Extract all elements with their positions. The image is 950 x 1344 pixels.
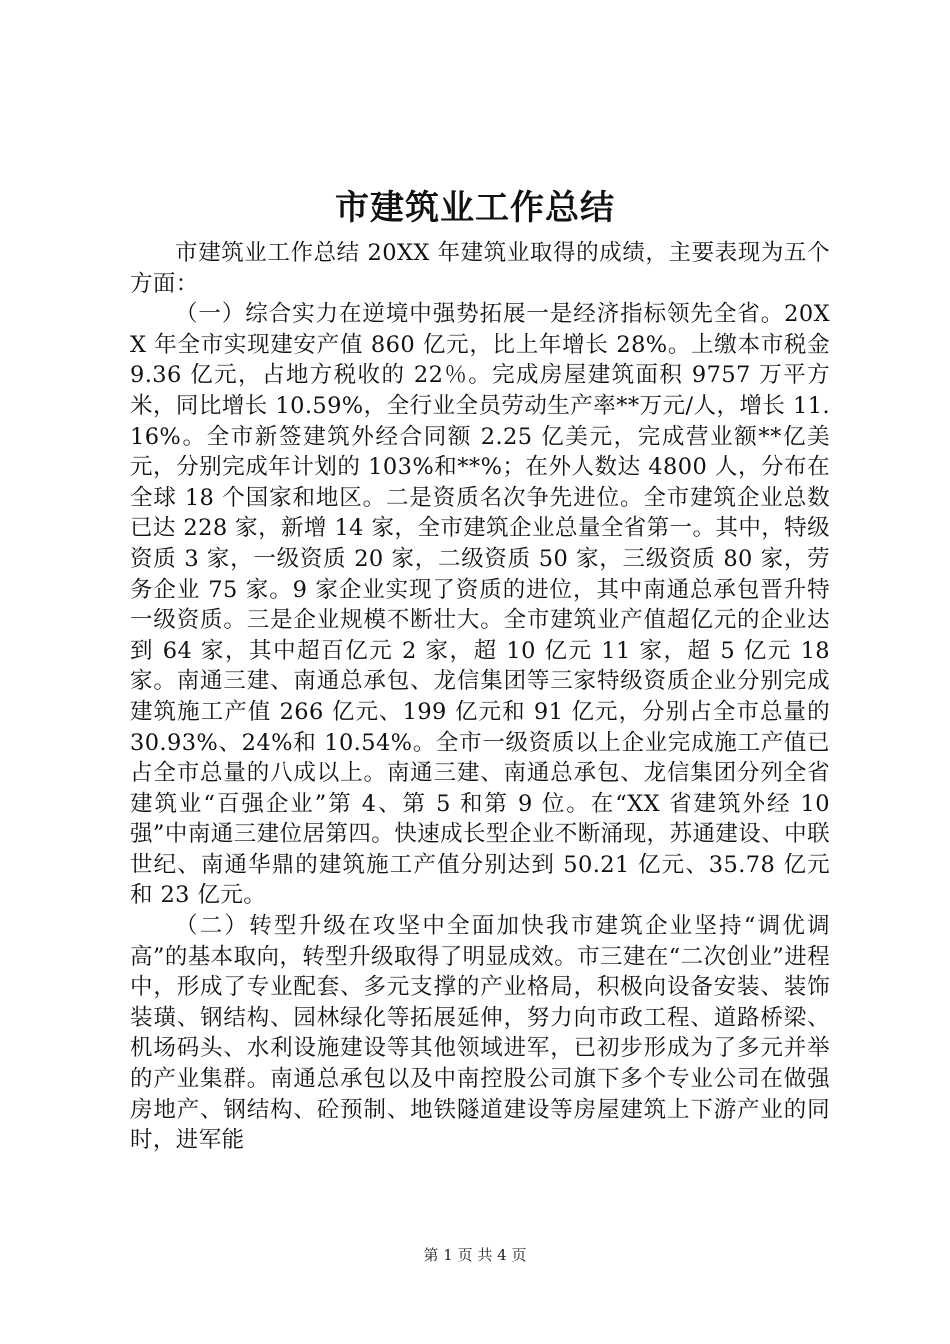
- document-body: [130, 238, 830, 1156]
- paragraph-section-2: （二）转型升级在攻坚中全面加快我市建筑企业坚持“调优调高”的基本取向，转型升级取得了明显成效。市三建在“二次创业”进程中，形成了专业配套、多元支撑的产业格局，积极向设备安装、装饰装璜、钢结构、园林绿化等拓展延伸，努力向市政工程、道路桥梁、机场码头、水利设施建设等其他领域进军，已初步形成为了多元并举的产业集群。南通总承包以及中南控股公司旗下多个专业公司在做强房地产、钢结构、砼预制、地铁隧道建设等房屋建筑上下游产业的同时，进军能: [130, 913, 830, 1154]
- document-title: 市建筑业工作总结: [335, 188, 615, 228]
- page-number-footer: 第 1 页 共 4 页: [423, 1246, 527, 1264]
- paragraph-section-1: （一）综合实力在逆境中强势拓展一是经济指标领先全省。20XX 年全市实现建安产值 860 亿元，比上年增长 28%。上缴本市税金 9.36 亿元，占地方税收的 22％。完成房屋建筑面积 9757 万平方米，同比增长 10.59%，全行业全员劳动生产率**万元/人，增长 11.16%。全市新签建筑外经合同额 2.25 亿美元，完成营业额**亿美元，分别完成年计划的 103%和**%；在外人数达 4800 人，分布在全球 18 个国家和地区。二是资质名次争先进位。全市建筑企业总数已达 228 家，新增 14 家，全市建筑企业总量全省第一。其中，特级资质 3 家，一级资质 20 家，二级资质 50 家，三级资质 80 家，劳务企业 75 家。9 家企业实现了资质的进位，其中南通总承包晋升特一级资质。三是企业规模不断壮大。全市建筑业产值超亿元的企业达到 64 家，其中超百亿元 2 家，超 10 亿元 11 家，超 5 亿元 18 家。南通三建、南通总承包、龙信集团等三家特级资质企业分别完成建筑施工产值 266 亿元、199 亿元和 91 亿元，分别占全市总量的 30.93%、24%和 10.54%。全市一级资质以上企业完成施工产值已占全市总量的八成以上。南通三建、南通总承包、龙信集团分列全省建筑业“百强企业”第 4、第 5 和第 9 位。在“XX 省建筑外经 10 强”中南通三建位居第四。快速成长型企业不断涌现，苏通建设、中联世纪、南通华鼎的建筑施工产值分别达到 50.21 亿元、35.78 亿元和 23 亿元。: [130, 301, 830, 909]
- paragraph-intro: 市建筑业工作总结 20XX 年建筑业取得的成绩，主要表现为五个方面：: [130, 240, 830, 297]
